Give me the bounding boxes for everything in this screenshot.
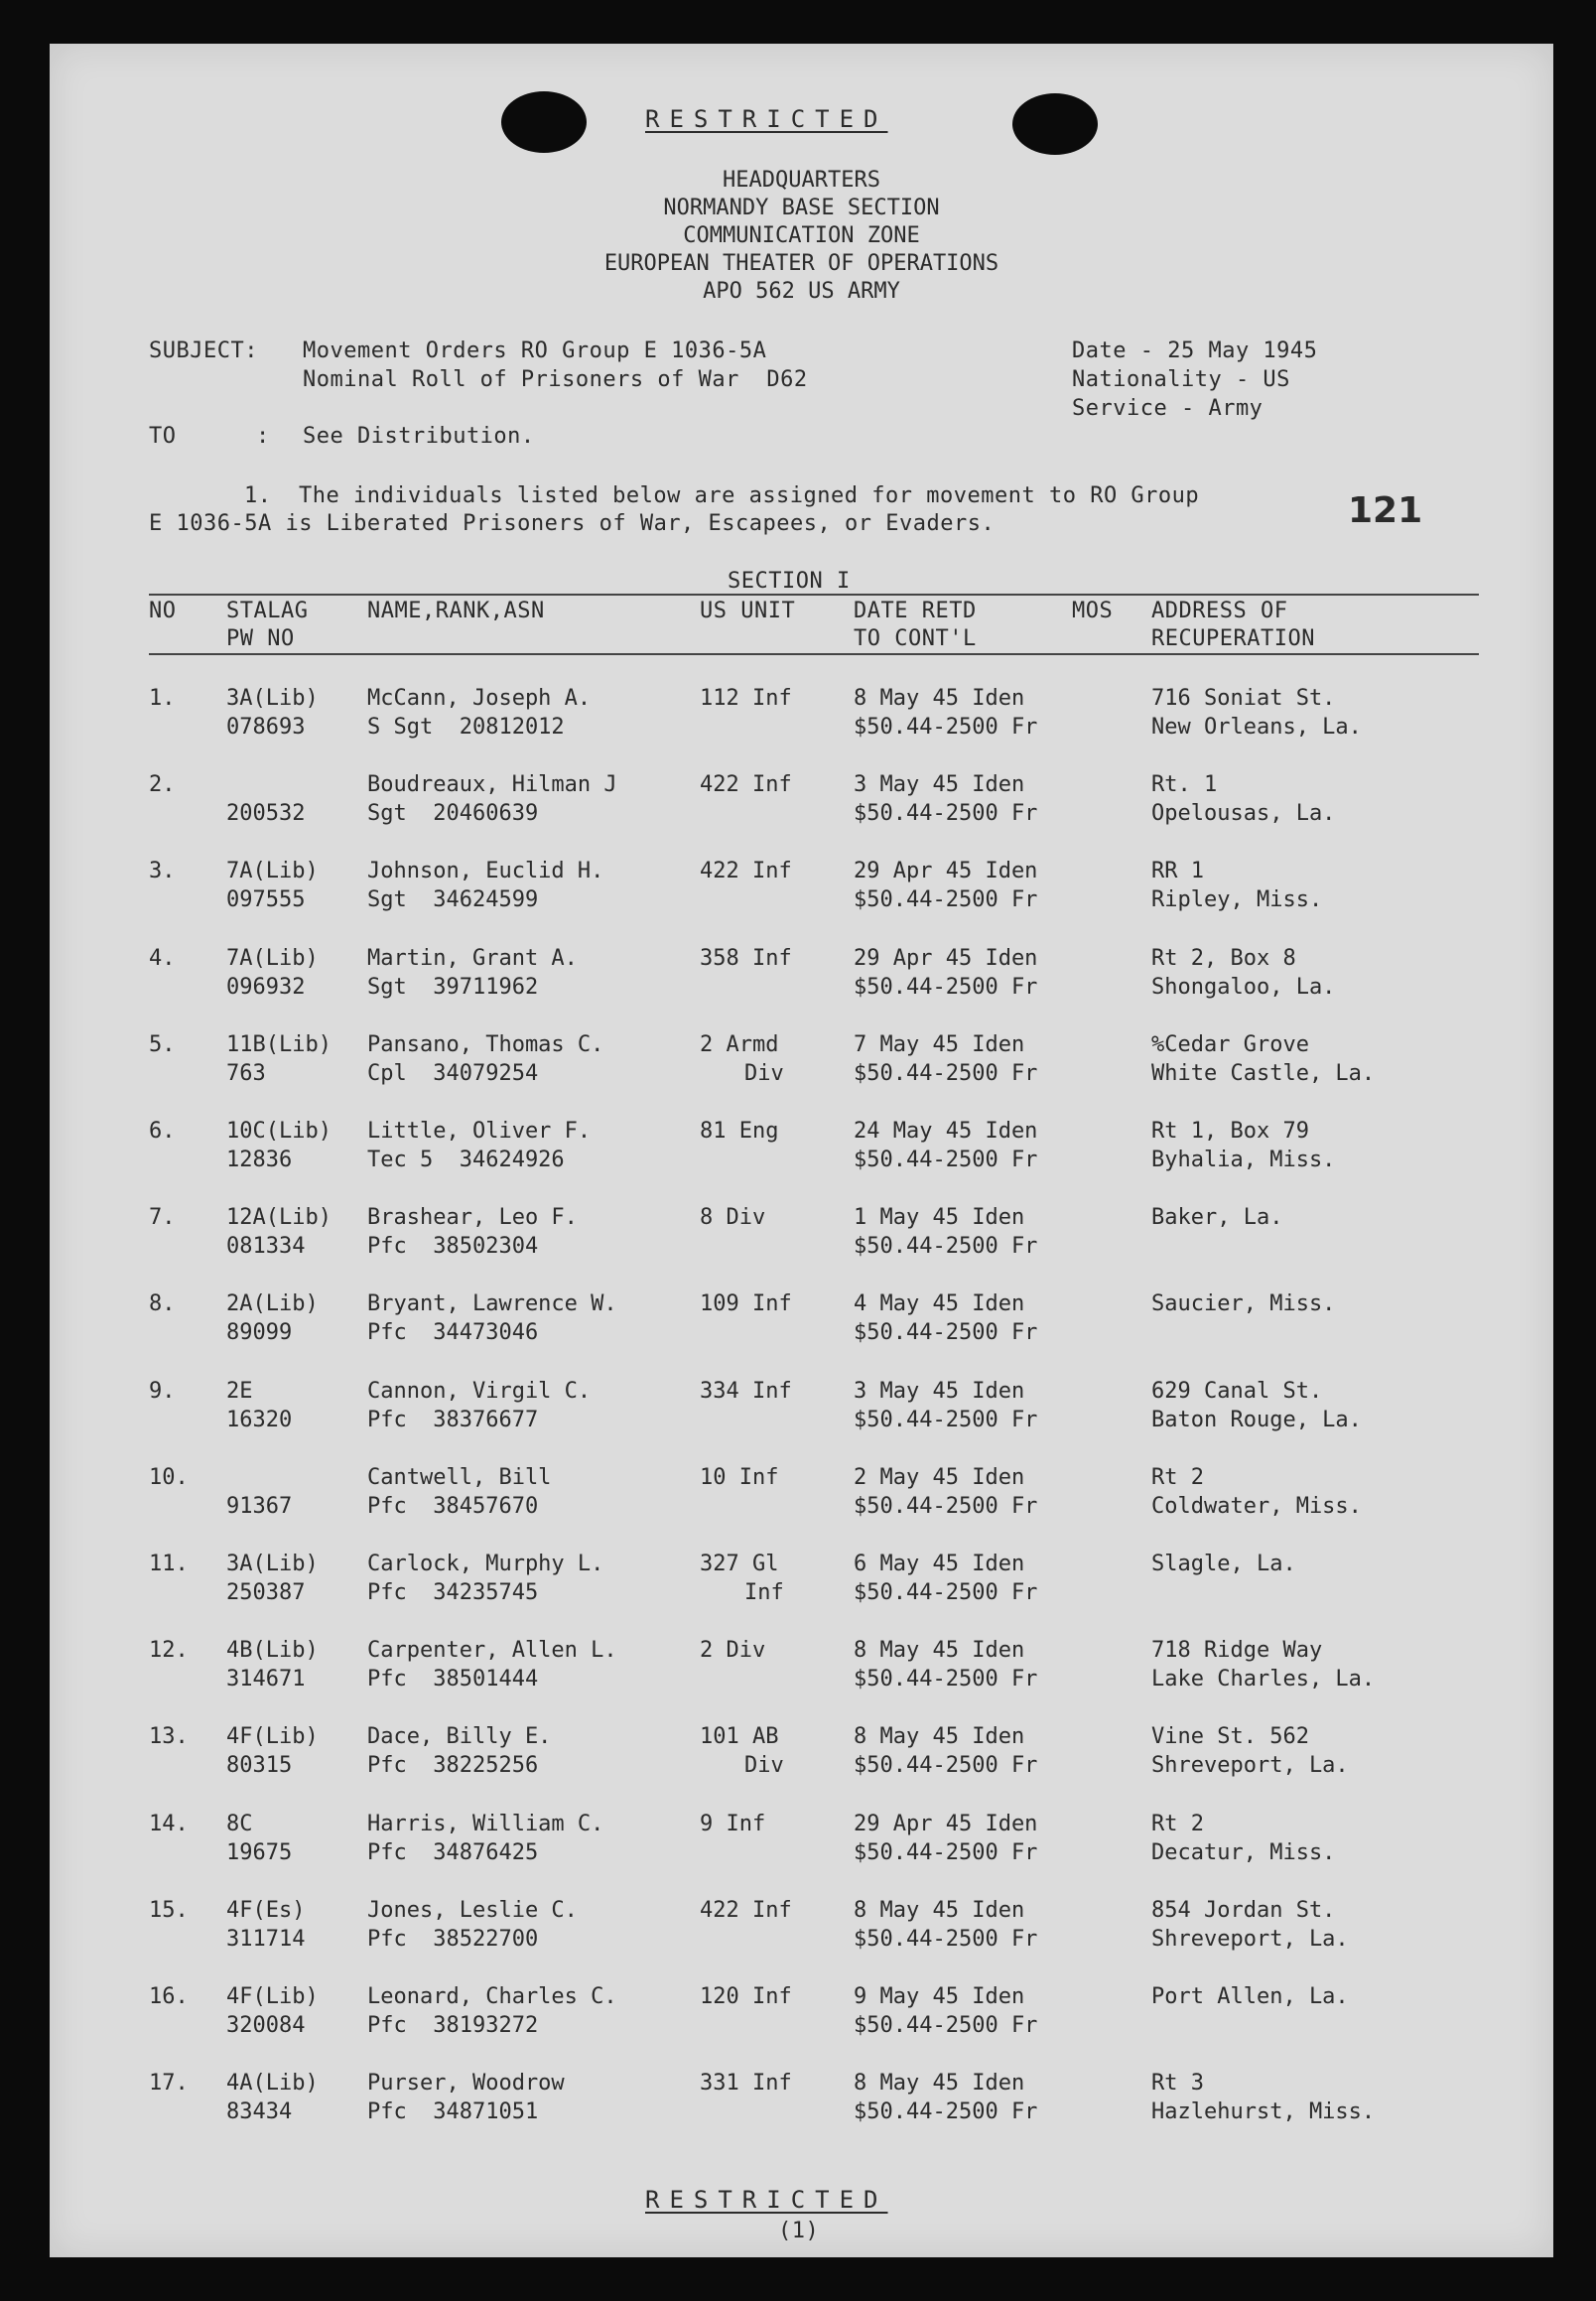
pay-amount: $50.44-2500 Fr [854,1320,1038,1346]
address-line-2: Coldwater, Miss. [1151,1493,1362,1519]
table-row [50,2069,1553,2128]
prisoner-name: Cantwell, Bill [367,1464,552,1490]
prisoner-name: Johnson, Euclid H. [367,859,604,884]
nationality-field: Nationality - US [1072,367,1290,392]
page-number-stamp: 121 [1348,490,1423,531]
pay-amount: $50.44-2500 Fr [854,1148,1038,1172]
org-line-4: EUROPEAN THEATER OF OPERATIONS [603,251,999,276]
row-number: 4. [149,945,176,971]
rank-asn: Sgt 34624599 [367,887,539,913]
stalag: 4F(Lib) [226,1984,319,2009]
section-title: SECTION I [728,569,851,594]
address-line-1: Rt 1, Box 79 [1151,1119,1309,1144]
prisoner-name: Pansano, Thomas C. [367,1031,604,1057]
table-row [50,1722,1553,1782]
table-row [50,944,1553,1004]
address-line-1: 718 Ridge Way [1151,1638,1323,1664]
prisoner-name: Purser, Woodrow [367,2071,565,2097]
table-row [50,1982,1553,2042]
date-returned: 29 Apr 45 Iden [854,1811,1038,1836]
pay-amount: $50.44-2500 Fr [854,1407,1038,1432]
rank-asn: Pfc 34235745 [367,1580,539,1605]
restricted-header: RESTRICTED [645,105,888,133]
col-stalag: STALAG [226,599,309,623]
stalag: 4B(Lib) [226,1638,319,1664]
pw-number: 16320 [226,1407,293,1432]
address-line-1: 854 Jordan St. [1151,1897,1336,1923]
date-returned: 1 May 45 Iden [854,1205,1025,1231]
address-line-2: Byhalia, Miss. [1151,1148,1336,1172]
col-mos: MOS [1072,599,1114,623]
pw-number: 314671 [226,1667,306,1692]
date-field: Date - 25 May 1945 [1072,338,1318,363]
pay-amount: $50.44-2500 Fr [854,1580,1038,1605]
date-returned: 8 May 45 Iden [854,1638,1025,1664]
address-line-1: Rt 2, Box 8 [1151,945,1296,971]
table-row [50,1463,1553,1523]
prisoner-name: Little, Oliver F. [367,1119,592,1144]
address-line-2: Lake Charles, La. [1151,1667,1376,1692]
pw-number: 91367 [226,1493,293,1519]
to-colon: : [256,424,270,449]
pw-number: 83434 [226,2099,293,2125]
prisoner-name: Jones, Leslie C. [367,1897,578,1923]
address-line-2: New Orleans, La. [1151,715,1362,740]
pay-amount: $50.44-2500 Fr [854,801,1038,827]
rank-asn: Pfc 34871051 [367,2099,539,2125]
row-number: 13. [149,1724,189,1750]
pay-amount: $50.44-2500 Fr [854,887,1038,913]
to-label: TO [149,424,177,449]
address-line-1: Port Allen, La. [1151,1984,1349,2009]
prisoner-name: Harris, William C. [367,1811,604,1836]
date-returned: 29 Apr 45 Iden [854,859,1038,884]
stalag: 12A(Lib) [226,1205,332,1231]
pw-number: 097555 [226,887,306,913]
address-line-1: Baker, La. [1151,1205,1283,1231]
row-number: 3. [149,859,176,884]
subject-line-1: Movement Orders RO Group E 1036-5A [303,338,767,363]
prisoner-name: Bryant, Lawrence W. [367,1291,617,1317]
us-unit-2: Inf [744,1580,784,1605]
address-line-1: Rt 3 [1151,2071,1204,2097]
us-unit: 101 AB [700,1724,779,1750]
row-number: 12. [149,1638,189,1664]
date-returned: 8 May 45 Iden [854,1724,1025,1750]
row-number: 14. [149,1811,189,1836]
table-row [50,684,1553,744]
rule-top [149,594,1479,596]
col-date-2: TO CONT'L [854,626,977,651]
date-returned: 4 May 45 Iden [854,1291,1025,1317]
pw-number: 250387 [226,1580,306,1605]
pay-amount: $50.44-2500 Fr [854,2099,1038,2125]
us-unit-2: Div [744,1060,784,1086]
row-number: 9. [149,1378,176,1404]
address-line-1: Slagle, La. [1151,1552,1296,1576]
address-line-2: Opelousas, La. [1151,801,1336,827]
rank-asn: S Sgt 20812012 [367,715,565,740]
rank-asn: Tec 5 34624926 [367,1148,565,1172]
date-returned: 2 May 45 Iden [854,1464,1025,1490]
restricted-footer: RESTRICTED [645,2186,888,2214]
to-value: See Distribution. [303,424,535,449]
pw-number: 096932 [226,974,306,1000]
pay-amount: $50.44-2500 Fr [854,1926,1038,1952]
us-unit: 109 Inf [700,1291,792,1317]
rank-asn: Pfc 38501444 [367,1667,539,1692]
us-unit: 422 Inf [700,859,792,884]
pay-amount: $50.44-2500 Fr [854,1753,1038,1779]
address-line-2: Shongaloo, La. [1151,974,1336,1000]
table-row [50,1377,1553,1436]
address-line-1: %Cedar Grove [1151,1031,1309,1057]
pay-amount: $50.44-2500 Fr [854,1493,1038,1519]
pay-amount: $50.44-2500 Fr [854,1839,1038,1865]
rank-asn: Pfc 38376677 [367,1407,539,1432]
punch-hole-left [501,91,587,153]
pay-amount: $50.44-2500 Fr [854,1234,1038,1260]
us-unit: 2 Div [700,1638,766,1664]
document-page [50,44,1553,2257]
date-returned: 8 May 45 Iden [854,2071,1025,2097]
org-line-5: APO 562 US ARMY [703,279,900,304]
pw-number: 19675 [226,1839,293,1865]
date-returned: 6 May 45 Iden [854,1552,1025,1576]
address-line-2: Baton Rouge, La. [1151,1407,1362,1432]
prisoner-name: Carlock, Murphy L. [367,1552,604,1576]
stalag: 4F(Lib) [226,1724,319,1750]
table-row [50,1810,1553,1869]
table-row [50,1550,1553,1609]
prisoner-name: Martin, Grant A. [367,945,578,971]
stalag: 7A(Lib) [226,859,319,884]
row-number: 10. [149,1464,189,1490]
col-no: NO [149,599,177,623]
address-line-2: Ripley, Miss. [1151,887,1323,913]
table-row [50,1636,1553,1695]
us-unit-2: Div [744,1753,784,1779]
col-address: ADDRESS OF [1151,599,1288,623]
prisoner-name: Brashear, Leo F. [367,1205,578,1231]
col-date: DATE RETD [854,599,977,623]
prisoner-name: Boudreaux, Hilman J [367,772,617,798]
pw-number: 89099 [226,1320,293,1346]
pw-number: 078693 [226,715,306,740]
us-unit: 9 Inf [700,1811,766,1836]
address-line-1: 629 Canal St. [1151,1378,1323,1404]
rank-asn: Pfc 38522700 [367,1926,539,1952]
col-unit: US UNIT [700,599,796,623]
date-returned: 8 May 45 Iden [854,1897,1025,1923]
rank-asn: Pfc 34876425 [367,1839,539,1865]
stalag: 3A(Lib) [226,1552,319,1576]
row-number: 2. [149,772,176,798]
rank-asn: Pfc 38502304 [367,1234,539,1260]
pw-number: 12836 [226,1148,293,1172]
stalag: 11B(Lib) [226,1031,332,1057]
address-line-1: Saucier, Miss. [1151,1291,1336,1317]
org-line-1: HEADQUARTERS [723,168,880,193]
date-returned: 24 May 45 Iden [854,1119,1038,1144]
stalag: 4F(Es) [226,1897,306,1923]
rank-asn: Pfc 38225256 [367,1753,539,1779]
date-returned: 29 Apr 45 Iden [854,945,1038,971]
us-unit: 331 Inf [700,2071,792,2097]
table-row [50,1117,1553,1176]
stalag: 2E [226,1378,253,1404]
org-line-2: NORMANDY BASE SECTION [663,196,940,220]
us-unit: 334 Inf [700,1378,792,1404]
us-unit: 120 Inf [700,1984,792,2009]
pay-amount: $50.44-2500 Fr [854,1060,1038,1086]
address-line-1: Vine St. 562 [1151,1724,1309,1750]
pay-amount: $50.44-2500 Fr [854,1667,1038,1692]
us-unit: 8 Div [700,1205,766,1231]
subject-label: SUBJECT: [149,338,258,363]
col-name: NAME,RANK,ASN [367,599,545,623]
pay-amount: $50.44-2500 Fr [854,715,1038,740]
row-number: 7. [149,1205,176,1231]
pay-amount: $50.44-2500 Fr [854,974,1038,1000]
row-number: 5. [149,1031,176,1057]
stalag: 2A(Lib) [226,1291,319,1317]
punch-hole-right [1012,93,1098,155]
table-row [50,857,1553,916]
row-number: 6. [149,1119,176,1144]
rank-asn: Pfc 34473046 [367,1320,539,1346]
paragraph-line-1: 1. The individuals listed below are assigned for movement to RO Group [244,483,1200,508]
address-line-1: Rt. 1 [1151,772,1218,798]
date-returned: 9 May 45 Iden [854,1984,1025,2009]
prisoner-name: Dace, Billy E. [367,1724,552,1750]
pw-number: 081334 [226,1234,306,1260]
address-line-2: Shreveport, La. [1151,1753,1349,1779]
table-row [50,1289,1553,1349]
rank-asn: Pfc 38193272 [367,2013,539,2038]
row-number: 15. [149,1897,189,1923]
table-row [50,770,1553,830]
address-line-2: Decatur, Miss. [1151,1839,1336,1865]
prisoner-name: Leonard, Charles C. [367,1984,617,2009]
rank-asn: Sgt 20460639 [367,801,539,827]
stalag: 10C(Lib) [226,1119,332,1144]
subject-line-2: Nominal Roll of Prisoners of War D62 [303,367,808,392]
org-line-3: COMMUNICATION ZONE [683,223,920,248]
address-line-2: White Castle, La. [1151,1060,1376,1086]
table-row [50,1896,1553,1956]
us-unit: 327 Gl [700,1552,779,1576]
us-unit: 112 Inf [700,686,792,711]
address-line-1: Rt 2 [1151,1811,1204,1836]
page-footer-number: (1) [778,2219,820,2243]
pw-number: 200532 [226,801,306,827]
col-pw-no: PW NO [226,626,295,651]
pw-number: 311714 [226,1926,306,1952]
date-returned: 3 May 45 Iden [854,772,1025,798]
us-unit: 422 Inf [700,772,792,798]
prisoner-name: Carpenter, Allen L. [367,1638,617,1664]
address-line-1: Rt 2 [1151,1464,1204,1490]
service-field: Service - Army [1072,396,1264,421]
date-returned: 7 May 45 Iden [854,1031,1025,1057]
us-unit: 2 Armd [700,1031,779,1057]
address-line-1: RR 1 [1151,859,1204,884]
stalag: 7A(Lib) [226,945,319,971]
prisoner-name: McCann, Joseph A. [367,686,592,711]
row-number: 16. [149,1984,189,2009]
pw-number: 80315 [226,1753,293,1779]
us-unit: 422 Inf [700,1897,792,1923]
address-line-2: Shreveport, La. [1151,1926,1349,1952]
date-returned: 8 May 45 Iden [854,686,1025,711]
pw-number: 320084 [226,2013,306,2038]
rank-asn: Pfc 38457670 [367,1493,539,1519]
row-number: 1. [149,686,176,711]
table-row [50,1203,1553,1263]
address-line-1: 716 Soniat St. [1151,686,1336,711]
paragraph-line-2: E 1036-5A is Liberated Prisoners of War, Escapees, or Evaders. [149,511,996,536]
date-returned: 3 May 45 Iden [854,1378,1025,1404]
address-line-2: Hazlehurst, Miss. [1151,2099,1376,2125]
prisoner-name: Cannon, Virgil C. [367,1378,592,1404]
us-unit: 10 Inf [700,1464,779,1490]
stalag: 4A(Lib) [226,2071,319,2097]
row-number: 8. [149,1291,176,1317]
col-address-2: RECUPERATION [1151,626,1315,651]
us-unit: 81 Eng [700,1119,779,1144]
pay-amount: $50.44-2500 Fr [854,2013,1038,2038]
stalag: 8C [226,1811,253,1836]
rank-asn: Cpl 34079254 [367,1060,539,1086]
row-number: 11. [149,1552,189,1576]
rank-asn: Sgt 39711962 [367,974,539,1000]
table-row [50,1030,1553,1090]
pw-number: 763 [226,1060,266,1086]
row-number: 17. [149,2071,189,2097]
us-unit: 358 Inf [700,945,792,971]
stalag: 3A(Lib) [226,686,319,711]
rule-bottom [149,653,1479,655]
